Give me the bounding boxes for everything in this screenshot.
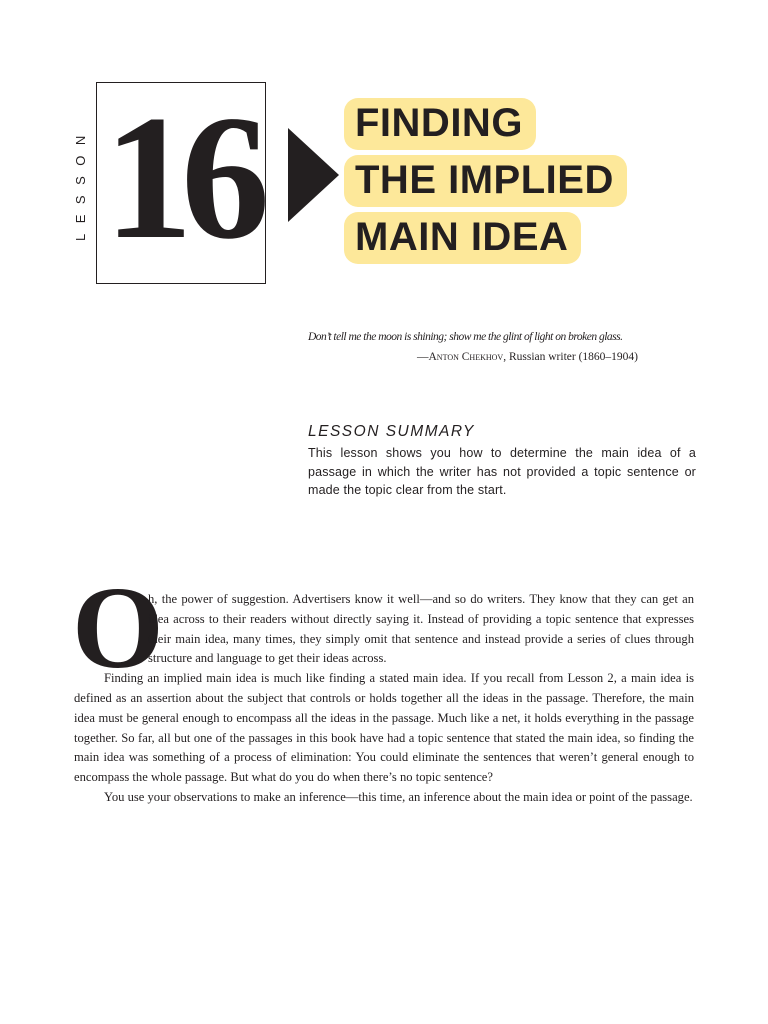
epigraph: [308, 330, 638, 364]
lesson-label-text: LESSON: [73, 125, 88, 241]
play-arrow-icon: [288, 128, 339, 222]
body-paragraph-2: Finding an implied main idea is much like finding a stated main idea. If you recall from Lesson 2, a main idea is defined as an assertion about the subject that controls or holds together all the ideas in the passage. Therefore, the main idea must be general enough to encompass all the ideas in the passage. Much like a net, it holds everything in the passage together. So far, all but one of the passages in this book have had a topic sentence that stated the main idea, so finding the main idea was something of a process of elimination: You could eliminate the sentences that weren’t general enough to encompass the whole passage. But what do you do when there’s no topic sentence?: [74, 671, 694, 785]
title-line-3: MAIN IDEA: [344, 212, 581, 264]
title-line-1: FINDING: [344, 98, 536, 150]
epigraph-author: Anton Chekhov: [428, 351, 504, 363]
lesson-summary: [308, 422, 696, 500]
drop-cap: O: [72, 562, 164, 693]
lesson-number-box: [96, 78, 266, 284]
epigraph-attribution: [308, 350, 638, 364]
epigraph-author-detail: , Russian writer (1860–1904): [503, 351, 638, 363]
summary-heading: LESSON SUMMARY: [308, 423, 475, 440]
body-text: [72, 562, 694, 808]
epigraph-quote: Don’t tell me the moon is shining; show me the glint of light on broken glass.: [308, 331, 623, 343]
lesson-label: [70, 124, 92, 244]
lesson-title: [344, 98, 627, 269]
lesson-number: 16: [104, 78, 258, 276]
summary-text: This lesson shows you how to determine the main idea of a passage in which the writer has not provided a topic sentence or made the topic clear from the start.: [308, 446, 696, 497]
title-line-2: THE IMPLIED: [344, 155, 627, 207]
body-paragraph-3: You use your observations to make an inference—this time, an inference about the main idea or point of the passage.: [104, 789, 693, 804]
epigraph-dash: —: [417, 351, 429, 363]
body-paragraph-1: h, the power of suggestion. Advertisers know it well—and so do writers. They know that they can get an idea across to their readers without directly saying it. Instead of providing a topic sentence that expresses their main idea, many times, they simply omit that sentence and instead provide a series of clues through structure and language to get their ideas across.: [148, 592, 694, 666]
